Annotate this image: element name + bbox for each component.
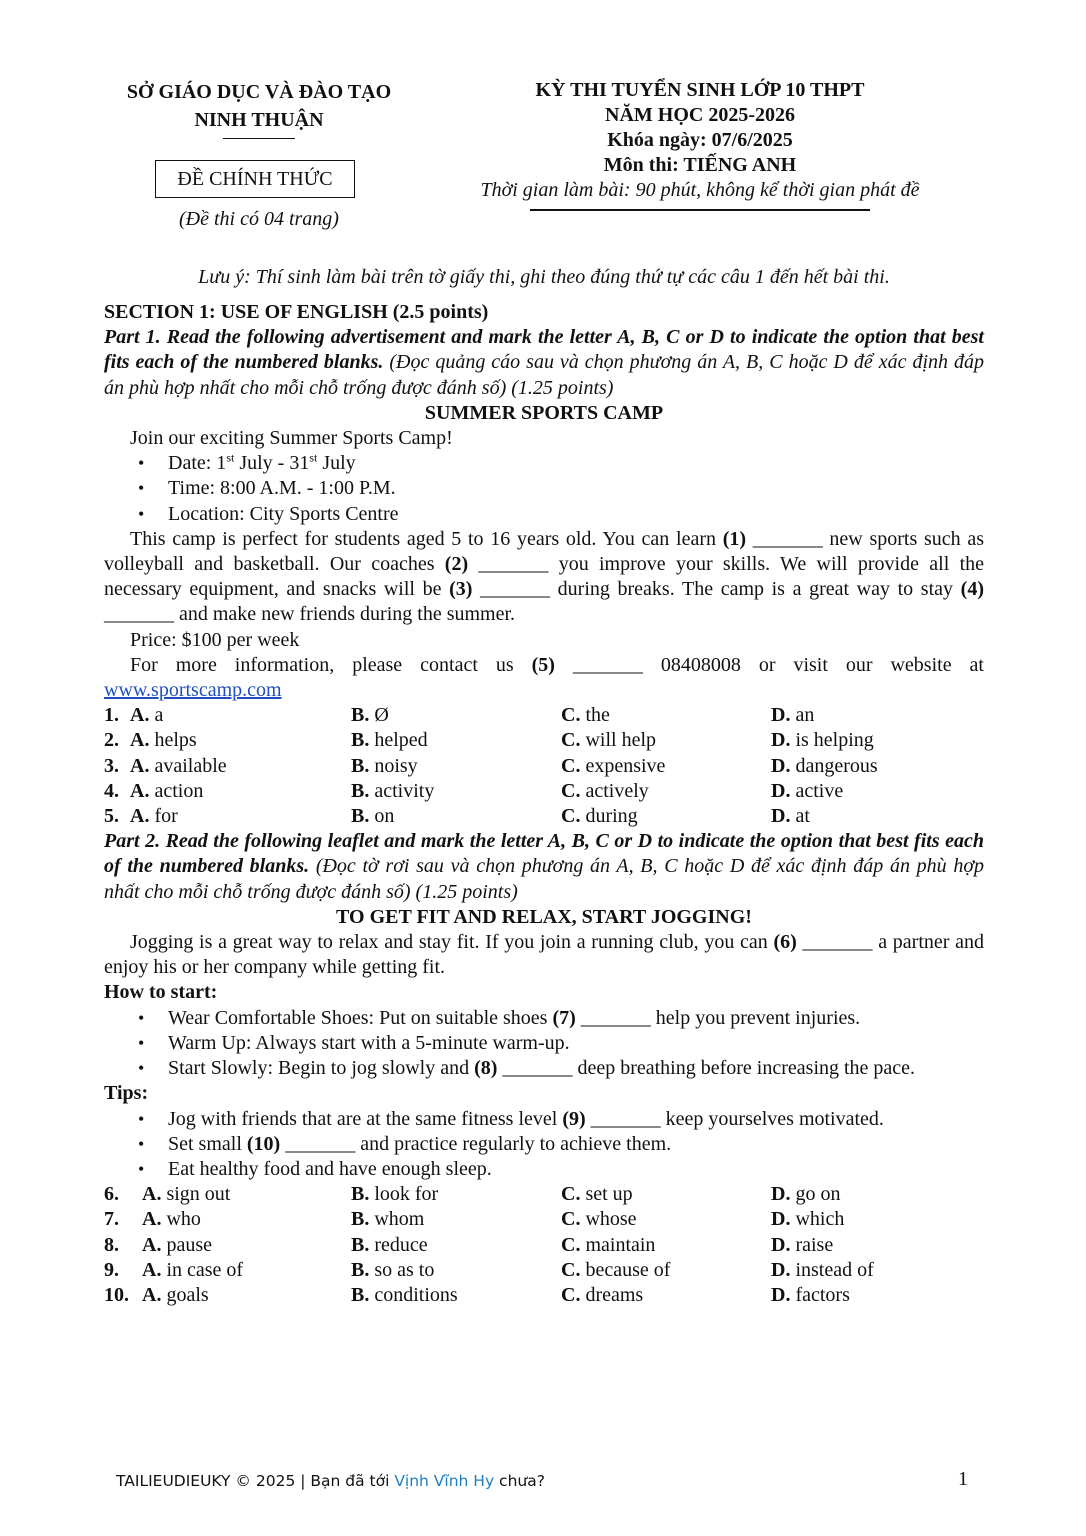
part1-heading: SUMMER SPORTS CAMP [424,401,664,424]
website-link[interactable]: www.sportscamp.com [104,679,282,702]
official-exam-stamp: ĐỀ CHÍNH THỨC [155,160,355,198]
option-d: D. which [771,1208,845,1231]
camp-paragraph: This camp is perfect for students aged 5 to 16 years old. You can learn (1) _______ new sports such as volleyball and basketball. Our coaches (2) _______ you improve your skills. We will provide all the necessary equipment, and snacks will be (3) _______ during breaks. The camp is a great way to stay (4) _______ and make new friends during the summer. [104,527,984,626]
option-d: D. an [771,704,815,727]
option-c: C. will help [561,729,656,752]
exam-info-block [440,78,960,211]
footer-highlight: Vịnh Vĩnh Hy [394,1472,495,1490]
option-d: D. instead of [771,1258,874,1281]
question-row: 1. A. a [104,704,164,727]
camp-details-list [104,451,984,527]
department-name: SỞ GIÁO DỤC VÀ ĐÀO TẠO [126,81,392,103]
how-to-start-list [104,1006,984,1082]
exam-subject: Môn thi: TIẾNG ANH [603,154,797,176]
option-c: C. dreams [561,1283,644,1306]
page-count-note: (Đề thi có 04 trang) [179,208,339,230]
option-b: B. on [351,805,395,828]
list-item: • Time: 8:00 A.M. - 1:00 P.M. [168,476,984,501]
list-item: • Jog with friends that are at the same fitness level (9) _______ keep yourselves motivated. [168,1107,984,1132]
province-name: NINH THUẬN [194,109,324,131]
part1-instruction: Part 1. Read the following advertisement and mark the letter A, B, C or D to indicate the option that best fits each of the numbered blanks. (Đọc quảng cáo sau và chọn phương án A, B, C hoặc D để xác định đáp án phù hợp nhất cho mỗi chỗ trống được đánh số) (1.25 points) [104,326,984,399]
exam-title: KỲ THI TUYỂN SINH LỚP 10 THPT [535,79,865,101]
section-title: SECTION 1: USE OF ENGLISH (2.5 points) [104,301,489,323]
question-row: 10. A. goals [104,1283,209,1306]
candidate-note: Lưu ý: Thí sinh làm bài trên tờ giấy thi, ghi theo đúng thứ tự các câu 1 đến hết bài thi. [198,266,890,288]
option-d: D. active [771,779,844,802]
option-b: B. Ø [351,704,389,727]
question-row: 7. A. who [104,1208,201,1231]
camp-price: Price: $100 per week [130,628,300,651]
exam-info-divider [530,209,870,211]
exam-date: Khóa ngày: 07/6/2025 [607,129,793,151]
option-b: B. conditions [351,1283,458,1306]
list-item: • Location: City Sports Centre [168,502,984,527]
jogging-paragraph: Jogging is a great way to relax and stay fit. If you join a running club, you can (6) _______ a partner and enjoy his or her company while getting fit. [104,931,984,979]
option-c: C. maintain [561,1233,656,1256]
department-block [104,78,414,139]
tips-list [104,1107,984,1183]
question-row: 4. A. action [104,779,204,802]
option-c: C. because of [561,1258,671,1281]
header-divider [223,138,295,139]
question-row: 3. A. available [104,754,227,777]
option-c: C. the [561,704,610,727]
option-c: C. actively [561,779,649,802]
option-d: D. go on [771,1183,841,1206]
list-item: • Start Slowly: Begin to jog slowly and (8) _______ deep breathing before increasing the pace. [168,1056,984,1081]
list-item: • Wear Comfortable Shoes: Put on suitable shoes (7) _______ help you prevent injuries. [168,1006,984,1031]
exam-duration: Thời gian làm bài: 90 phút, không kể thời gian phát đề [480,179,920,201]
tips-label: Tips: [104,1082,149,1105]
question-row: 2. A. helps [104,729,197,752]
exam-content [104,300,984,1308]
question-row: 8. A. pause [104,1233,212,1256]
option-c: C. whose [561,1208,637,1231]
option-b: B. whom [351,1208,425,1231]
option-b: B. activity [351,779,435,802]
option-c: C. during [561,805,638,828]
how-to-start-label: How to start: [104,981,218,1004]
list-item: • Warm Up: Always start with a 5-minute warm-up. [168,1031,984,1056]
question-row: 5. A. for [104,805,178,828]
school-year: NĂM HỌC 2025-2026 [605,104,795,126]
option-d: D. factors [771,1283,850,1306]
option-b: B. so as to [351,1258,435,1281]
question-row: 6. A. sign out [104,1183,231,1206]
option-b: B. helped [351,729,428,752]
page-number: 1 [958,1468,968,1490]
option-b: B. noisy [351,754,418,777]
contact-paragraph: For more information, please contact us (5) _______ 08408008 or visit our website at www.sportscamp.com [104,653,984,702]
option-c: C. expensive [561,754,666,777]
option-b: B. look for [351,1183,439,1206]
list-item: • Set small (10) _______ and practice regularly to achieve them. [168,1132,984,1157]
part2-heading: TO GET FIT AND RELAX, START JOGGING! [336,905,752,928]
camp-intro: Join our exciting Summer Sports Camp! [130,427,453,450]
part1-options [104,703,984,829]
option-d: D. dangerous [771,754,878,777]
part2-instruction: Part 2. Read the following leaflet and mark the letter A, B, C or D to indicate the option that best fits each of the numbered blanks. (Đọc tờ rơi sau và chọn phương án A, B, C hoặc D để xác định đáp án phù hợp nhất cho mỗi chỗ trống được đánh số) (1.25 points) [104,830,985,903]
option-d: D. is helping [771,729,874,752]
list-item: • Date: 1st July - 31st July [168,451,984,476]
option-c: C. set up [561,1183,633,1206]
question-row: 9. A. in case of [104,1258,244,1281]
option-b: B. reduce [351,1233,428,1256]
list-item: • Eat healthy food and have enough sleep. [168,1157,984,1182]
option-d: D. at [771,805,810,828]
option-d: D. raise [771,1233,834,1256]
page-footer: TAILIEUDIEUKY © 2025 | Bạn đã tới Vịnh Vĩnh Hy chưa? [116,1472,545,1490]
part2-options [104,1182,984,1308]
